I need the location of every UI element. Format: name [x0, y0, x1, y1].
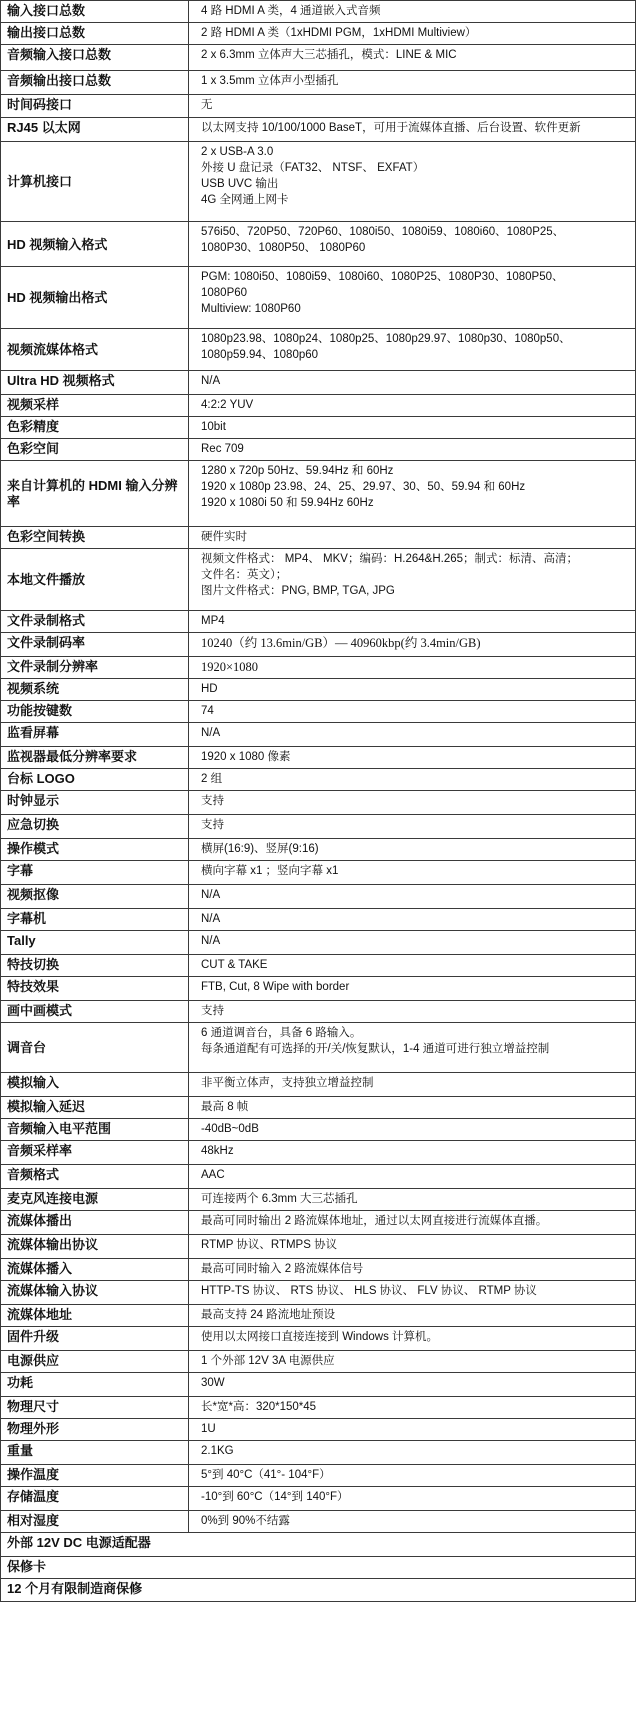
spec-label: 文件录制分辨率 — [1, 657, 189, 679]
spec-value-line: 10bit — [201, 421, 226, 433]
spec-value-line: 2 组 — [201, 773, 223, 785]
spec-label: 相对湿度 — [1, 1511, 189, 1533]
spec-label: 色彩空间转换 — [1, 527, 189, 549]
spec-row — [1, 1465, 636, 1487]
spec-value-line: MP4 — [201, 615, 225, 627]
spec-row — [1, 1327, 636, 1351]
spec-value — [189, 839, 636, 861]
spec-label: 画中画模式 — [1, 1001, 189, 1023]
spec-value-line: 10240（约 13.6min/GB）— 40960kbp(约 3.4min/GB) — [201, 636, 481, 650]
spec-row — [1, 1097, 636, 1119]
spec-label: 视频抠像 — [1, 885, 189, 909]
spec-value-line: 外接 U 盘记录（FAT32、 NTSF、 EXFAT） — [201, 162, 425, 174]
spec-row — [1, 1, 636, 23]
spec-row — [1, 1023, 636, 1073]
spec-value-line: HTTP-TS 协议、 RTS 协议、 HLS 协议、 FLV 协议、 RTMP 协议 — [201, 1285, 537, 1297]
spec-row — [1, 1373, 636, 1397]
spec-value-line: 最高支持 24 路流地址预设 — [201, 1309, 336, 1321]
spec-value-line: 6 通道调音台，具备 6 路输入。 — [201, 1027, 362, 1039]
spec-value — [189, 679, 636, 701]
spec-row — [1, 701, 636, 723]
spec-value-line: 支持 — [201, 1005, 224, 1017]
spec-value — [189, 861, 636, 885]
spec-row — [1, 23, 636, 45]
spec-row — [1, 267, 636, 329]
spec-value — [189, 439, 636, 461]
spec-value — [189, 955, 636, 977]
spec-row — [1, 1259, 636, 1281]
spec-value-line: Multiview: 1080P60 — [201, 303, 301, 315]
spec-value — [189, 1001, 636, 1023]
spec-row — [1, 329, 636, 371]
spec-value-line: -10°到 60°C（14°到 140°F） — [201, 1491, 349, 1503]
spec-row — [1, 633, 636, 657]
spec-table-body — [1, 1, 636, 1602]
spec-label: 固件升级 — [1, 1327, 189, 1351]
spec-label: 视频流媒体格式 — [1, 329, 189, 371]
spec-value — [189, 611, 636, 633]
spec-label: 计算机接口 — [1, 142, 189, 222]
spec-label: Ultra HD 视频格式 — [1, 371, 189, 395]
spec-value — [189, 267, 636, 329]
spec-row — [1, 723, 636, 747]
spec-value-line: 1280 x 720p 50Hz、59.94Hz 和 60Hz — [201, 465, 394, 477]
spec-value-line: 硬件实时 — [201, 531, 247, 543]
spec-value-line: 1080p59.94、1080p60 — [201, 349, 319, 361]
spec-value — [189, 1073, 636, 1097]
footer-row — [1, 1533, 636, 1557]
spec-label: 特技效果 — [1, 977, 189, 1001]
spec-value-line: 最高可同时输入 2 路流媒体信号 — [201, 1263, 364, 1275]
spec-value-line: 0%到 90%不结露 — [201, 1515, 290, 1527]
spec-label: 流媒体输出协议 — [1, 1235, 189, 1259]
spec-value-line: RTMP 协议、RTMPS 协议 — [201, 1239, 338, 1251]
spec-value-line: 横屏(16:9)、竖屏(9:16) — [201, 843, 319, 855]
footer-item: 外部 12V DC 电源适配器 — [1, 1533, 636, 1557]
footer-row — [1, 1557, 636, 1579]
spec-label: 字幕 — [1, 861, 189, 885]
spec-value-line: 4G 全网通上网卡 — [201, 194, 289, 206]
footer-item: 12 个月有限制造商保修 — [1, 1579, 636, 1602]
spec-value-line: 文件名：英文）； — [201, 569, 288, 581]
spec-value-line: 非平衡立体声，支持独立增益控制 — [201, 1077, 374, 1089]
spec-row — [1, 1189, 636, 1211]
spec-value — [189, 1165, 636, 1189]
spec-value — [189, 1305, 636, 1327]
spec-row — [1, 461, 636, 527]
spec-label: 电源供应 — [1, 1351, 189, 1373]
spec-value-line: 横向字幕 x1 ；竖向字幕 x1 — [201, 865, 339, 877]
spec-value — [189, 977, 636, 1001]
spec-value — [189, 118, 636, 142]
spec-value — [189, 1465, 636, 1487]
spec-value-line: 5°到 40°C（41°- 104°F） — [201, 1469, 331, 1481]
spec-value-line: 30W — [201, 1377, 225, 1389]
spec-value — [189, 1259, 636, 1281]
spec-label: 调音台 — [1, 1023, 189, 1073]
spec-label: Tally — [1, 931, 189, 955]
spec-row — [1, 839, 636, 861]
spec-row — [1, 439, 636, 461]
spec-label: HD 视频输出格式 — [1, 267, 189, 329]
spec-label: 物理尺寸 — [1, 1397, 189, 1419]
spec-value — [189, 701, 636, 723]
spec-row — [1, 95, 636, 118]
spec-label: 输出接口总数 — [1, 23, 189, 45]
spec-label: 来自计算机的 HDMI 输入分辨率 — [1, 461, 189, 527]
spec-label: 视频采样 — [1, 395, 189, 417]
spec-value-line: 1080p23.98、1080p24、1080p25、1080p29.97、1080p30、1080p50、 — [201, 333, 571, 345]
spec-label: 音频格式 — [1, 1165, 189, 1189]
spec-value — [189, 222, 636, 267]
spec-value-line: 2 x 6.3mm 立体声大三芯插孔，模式：LINE & MIC — [201, 49, 457, 61]
spec-row — [1, 1235, 636, 1259]
spec-value — [189, 1419, 636, 1441]
spec-label: 监视器最低分辨率要求 — [1, 747, 189, 769]
spec-label: 流媒体播出 — [1, 1211, 189, 1235]
spec-row — [1, 395, 636, 417]
spec-value — [189, 1023, 636, 1073]
spec-value-line: N/A — [201, 727, 221, 739]
spec-row — [1, 1165, 636, 1189]
spec-label: 输入接口总数 — [1, 1, 189, 23]
spec-label: 存储温度 — [1, 1487, 189, 1511]
spec-label: 物理外形 — [1, 1419, 189, 1441]
spec-row — [1, 791, 636, 815]
spec-label: 文件录制格式 — [1, 611, 189, 633]
spec-row — [1, 1119, 636, 1141]
spec-value-line: N/A — [201, 913, 221, 925]
spec-value-line: 1080P30、1080P50、 1080P60 — [201, 242, 366, 254]
spec-label: 流媒体地址 — [1, 1305, 189, 1327]
spec-value-line: Rec 709 — [201, 443, 244, 455]
spec-label: 音频采样率 — [1, 1141, 189, 1165]
spec-value — [189, 1235, 636, 1259]
spec-value — [189, 1327, 636, 1351]
spec-label: 操作温度 — [1, 1465, 189, 1487]
spec-label: 色彩空间 — [1, 439, 189, 461]
spec-row — [1, 977, 636, 1001]
footer-row — [1, 1579, 636, 1602]
spec-value-line: FTB, Cut, 8 Wipe with border — [201, 981, 350, 993]
spec-value-line: 2 路 HDMI A 类（1xHDMI PGM，1xHDMI Multiview） — [201, 27, 477, 39]
spec-label: 模拟输入延迟 — [1, 1097, 189, 1119]
spec-label: 时间码接口 — [1, 95, 189, 118]
spec-label: 文件录制码率 — [1, 633, 189, 657]
spec-value — [189, 633, 636, 657]
spec-label: 音频输出接口总数 — [1, 71, 189, 95]
spec-value — [189, 45, 636, 71]
spec-value — [189, 791, 636, 815]
spec-value — [189, 931, 636, 955]
spec-value — [189, 885, 636, 909]
spec-row — [1, 371, 636, 395]
spec-value-line: 1 个外部 12V 3A 电源供应 — [201, 1355, 335, 1367]
spec-row — [1, 1511, 636, 1533]
spec-row — [1, 417, 636, 439]
spec-label: 功耗 — [1, 1373, 189, 1397]
spec-row — [1, 118, 636, 142]
spec-row — [1, 1281, 636, 1305]
spec-label: 麦克风连接电源 — [1, 1189, 189, 1211]
spec-row — [1, 1397, 636, 1419]
spec-value — [189, 815, 636, 839]
spec-value-line: AAC — [201, 1169, 225, 1181]
spec-row — [1, 142, 636, 222]
spec-label: 视频系统 — [1, 679, 189, 701]
spec-label: 音频输入电平范围 — [1, 1119, 189, 1141]
spec-value — [189, 1281, 636, 1305]
spec-row — [1, 747, 636, 769]
spec-label: RJ45 以太网 — [1, 118, 189, 142]
spec-label: 流媒体输入协议 — [1, 1281, 189, 1305]
spec-value-line: 4:2:2 YUV — [201, 399, 254, 411]
spec-label: 台标 LOGO — [1, 769, 189, 791]
spec-value-line: 1920 x 1080p 23.98、24、25、29.97、30、50、59.94 和 60Hz — [201, 481, 526, 493]
spec-value — [189, 1373, 636, 1397]
spec-value-line: 支持 — [201, 795, 224, 807]
spec-label: 应急切换 — [1, 815, 189, 839]
spec-value — [189, 417, 636, 439]
spec-value — [189, 1, 636, 23]
spec-value — [189, 1351, 636, 1373]
spec-row — [1, 71, 636, 95]
spec-label: 功能按键数 — [1, 701, 189, 723]
spec-value — [189, 747, 636, 769]
spec-value-line: 576i50、720P50、720P60、1080i50、1080i59、1080i60、1080P25、 — [201, 226, 565, 238]
spec-value — [189, 909, 636, 931]
spec-value-line: USB UVC 输出 — [201, 178, 279, 190]
spec-label: 操作模式 — [1, 839, 189, 861]
spec-value — [189, 1211, 636, 1235]
spec-row — [1, 1419, 636, 1441]
spec-row — [1, 955, 636, 977]
spec-value — [189, 1119, 636, 1141]
spec-row — [1, 1073, 636, 1097]
spec-value-line: 图片文件格式：PNG, BMP, TGA, JPG — [201, 585, 395, 597]
spec-label: 流媒体播入 — [1, 1259, 189, 1281]
spec-row — [1, 1351, 636, 1373]
spec-value-line: N/A — [201, 935, 221, 947]
spec-label: 特技切换 — [1, 955, 189, 977]
spec-value-line: 2.1KG — [201, 1445, 234, 1457]
spec-label: 字幕机 — [1, 909, 189, 931]
spec-label: 本地文件播放 — [1, 549, 189, 611]
spec-value — [189, 371, 636, 395]
spec-value-line: 视频文件格式： MP4、 MKV；编码：H.264&H.265；制式：标清、高清； — [201, 553, 578, 565]
spec-value-line: -40dB~0dB — [201, 1123, 259, 1135]
spec-row — [1, 909, 636, 931]
spec-row — [1, 931, 636, 955]
spec-value-line: 1U — [201, 1423, 216, 1435]
spec-value-line: 1920 x 1080i 50 和 59.94Hz 60Hz — [201, 497, 374, 509]
footer-item: 保修卡 — [1, 1557, 636, 1579]
spec-value — [189, 1141, 636, 1165]
spec-value-line: 无 — [201, 99, 213, 111]
spec-value-line: 1 x 3.5mm 立体声小型插孔 — [201, 75, 339, 87]
spec-value — [189, 1441, 636, 1465]
spec-value — [189, 657, 636, 679]
spec-value — [189, 461, 636, 527]
spec-value-line: 2 x USB-A 3.0 — [201, 146, 274, 158]
spec-value-line: 1920 x 1080 像素 — [201, 751, 291, 763]
spec-row — [1, 222, 636, 267]
spec-row — [1, 527, 636, 549]
spec-value-line: 1080P60 — [201, 287, 248, 299]
spec-value — [189, 142, 636, 222]
spec-value-line: 使用以太网接口直接连接到 Windows 计算机。 — [201, 1331, 439, 1343]
spec-value — [189, 329, 636, 371]
spec-value — [189, 395, 636, 417]
spec-value-line: PGM: 1080i50、1080i59、1080i60、1080P25、1080P30、1080P50、 — [201, 271, 564, 283]
spec-value-line: 48kHz — [201, 1145, 234, 1157]
spec-value-line: 以太网支持 10/100/1000 BaseT，可用于流媒体直播、后台设置、软件更新 — [201, 122, 581, 134]
spec-row — [1, 45, 636, 71]
spec-row — [1, 1211, 636, 1235]
spec-value — [189, 769, 636, 791]
spec-value-line: 最高可同时输出 2 路流媒体地址，通过以太网直接进行流媒体直播。 — [201, 1215, 548, 1227]
spec-value-line: 支持 — [201, 819, 224, 831]
spec-label: 监看屏幕 — [1, 723, 189, 747]
spec-row — [1, 815, 636, 839]
spec-value-line: N/A — [201, 889, 221, 901]
spec-value — [189, 95, 636, 118]
spec-value-line: 每条通道配有可选择的开/关/恢复默认，1-4 通道可进行独立增益控制 — [201, 1043, 550, 1055]
spec-value — [189, 23, 636, 45]
spec-value-line: N/A — [201, 375, 221, 387]
spec-label: HD 视频输入格式 — [1, 222, 189, 267]
spec-value — [189, 723, 636, 747]
spec-value-line: HD — [201, 683, 218, 695]
spec-value-line: CUT & TAKE — [201, 959, 268, 971]
spec-row — [1, 549, 636, 611]
spec-value-line: 1920×1080 — [201, 660, 259, 674]
spec-row — [1, 885, 636, 909]
spec-row — [1, 679, 636, 701]
spec-value-line: 可连接两个 6.3mm 大三芯插孔 — [201, 1193, 358, 1205]
spec-value — [189, 527, 636, 549]
spec-value-line: 74 — [201, 705, 214, 717]
spec-value-line: 4 路 HDMI A 类，4 通道嵌入式音频 — [201, 5, 381, 17]
spec-row — [1, 769, 636, 791]
spec-label: 模拟输入 — [1, 1073, 189, 1097]
spec-row — [1, 611, 636, 633]
spec-value — [189, 1397, 636, 1419]
spec-row — [1, 1141, 636, 1165]
spec-row — [1, 657, 636, 679]
spec-label: 色彩精度 — [1, 417, 189, 439]
spec-value-line: 最高 8 帧 — [201, 1101, 249, 1113]
spec-value — [189, 71, 636, 95]
spec-value-line: 长*宽*高：320*150*45 — [201, 1401, 317, 1413]
spec-value — [189, 1487, 636, 1511]
spec-value — [189, 549, 636, 611]
spec-row — [1, 1441, 636, 1465]
spec-value — [189, 1097, 636, 1119]
spec-value — [189, 1189, 636, 1211]
spec-label: 时钟显示 — [1, 791, 189, 815]
spec-row — [1, 1487, 636, 1511]
spec-row — [1, 1305, 636, 1327]
spec-row — [1, 861, 636, 885]
spec-value — [189, 1511, 636, 1533]
spec-row — [1, 1001, 636, 1023]
spec-label: 音频输入接口总数 — [1, 45, 189, 71]
spec-label: 重量 — [1, 1441, 189, 1465]
